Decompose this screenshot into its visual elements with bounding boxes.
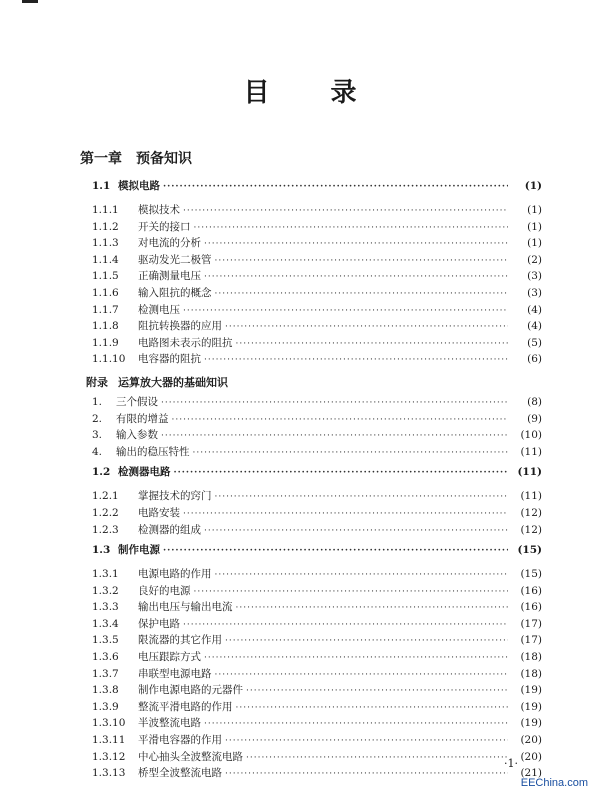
toc-entry-page: (4) bbox=[527, 320, 542, 333]
toc-entry[interactable] bbox=[92, 715, 542, 732]
dot-leader bbox=[161, 395, 508, 412]
toc-entry-label: 电源电路的作用 bbox=[138, 568, 212, 581]
toc-entry-page: (8) bbox=[527, 395, 542, 408]
toc-entry-number: 4. bbox=[92, 445, 103, 458]
toc-entry-number: 1.3.9 bbox=[92, 700, 119, 713]
dot-leader bbox=[204, 352, 508, 369]
toc-entry-page: (16) bbox=[520, 584, 542, 597]
toc-entry-number: 1.3.5 bbox=[92, 634, 119, 647]
toc-entry-label: 掌握技术的窍门 bbox=[138, 490, 212, 503]
toc-entry[interactable] bbox=[92, 765, 542, 782]
toc-entry-label: 开关的接口 bbox=[138, 220, 191, 233]
toc-entry[interactable] bbox=[92, 285, 542, 302]
toc-entry-number: 1.3.12 bbox=[92, 750, 126, 763]
toc-entry-page: (11) bbox=[520, 445, 542, 458]
dot-leader bbox=[204, 523, 508, 540]
toc-entry[interactable] bbox=[92, 488, 542, 505]
toc-entry-number: 1.1.5 bbox=[92, 270, 119, 283]
toc-entry-label: 保护电路 bbox=[138, 617, 180, 630]
table-of-contents bbox=[86, 174, 542, 782]
toc-entry-page: (19) bbox=[520, 684, 542, 697]
toc-entry[interactable] bbox=[92, 394, 542, 411]
toc-entry-label: 输出电压与输出电流 bbox=[138, 601, 233, 614]
toc-entry[interactable] bbox=[92, 427, 542, 444]
toc-entry-page: (19) bbox=[520, 717, 542, 730]
dot-leader bbox=[236, 336, 509, 353]
page-number: ·1· bbox=[504, 757, 518, 770]
toc-entry-label: 阻抗转换器的应用 bbox=[138, 320, 222, 333]
toc-entry-page: (1) bbox=[527, 204, 542, 216]
toc-entry-label: 正确测量电压 bbox=[138, 270, 201, 283]
toc-entry-page: (9) bbox=[527, 412, 542, 425]
toc-entry[interactable] bbox=[92, 202, 542, 219]
toc-section[interactable] bbox=[92, 178, 542, 196]
dot-leader bbox=[204, 716, 508, 733]
dot-leader bbox=[183, 617, 508, 634]
toc-entry-label: 三个假设 bbox=[116, 395, 158, 408]
toc-entry-page: (2) bbox=[527, 253, 542, 266]
toc-entry-label: 制作电源 bbox=[118, 544, 160, 557]
toc-entry-label: 输入阻抗的概念 bbox=[138, 286, 212, 299]
toc-entry-page: (12) bbox=[520, 523, 542, 536]
chapter-number: 第一章 bbox=[80, 151, 122, 167]
toc-entry-number: 1.3.3 bbox=[92, 601, 119, 614]
dot-leader bbox=[204, 650, 508, 667]
toc-entry[interactable] bbox=[92, 666, 542, 683]
toc-entry-label: 模拟电路 bbox=[118, 180, 160, 192]
toc-entry-label: 良好的电源 bbox=[138, 584, 191, 597]
toc-entry-number: 1.1.1 bbox=[92, 204, 119, 216]
corner-mark bbox=[22, 0, 38, 3]
toc-section[interactable] bbox=[92, 464, 542, 482]
toc-entry-page: (17) bbox=[520, 617, 542, 630]
toc-entry-page: (18) bbox=[520, 667, 542, 680]
dot-leader bbox=[174, 465, 509, 482]
toc-entry-page: (18) bbox=[520, 651, 542, 664]
toc-entry-number: 1.1.4 bbox=[92, 253, 119, 266]
toc-entry-page: (11) bbox=[520, 490, 542, 503]
toc-entry-label: 电路安装 bbox=[138, 506, 180, 519]
toc-entry[interactable] bbox=[92, 235, 542, 252]
toc-entry-number: 1.2.1 bbox=[92, 490, 119, 503]
toc-entry-page: (20) bbox=[520, 750, 542, 763]
toc-entry-number: 1.1.7 bbox=[92, 303, 119, 316]
toc-entry-number: 1. bbox=[92, 395, 103, 408]
toc-entry-number: 1.1.9 bbox=[92, 336, 119, 349]
toc-entry-page: (15) bbox=[520, 568, 542, 581]
toc-entry[interactable] bbox=[92, 411, 542, 428]
toc-entry[interactable] bbox=[92, 583, 542, 600]
toc-entry[interactable] bbox=[92, 219, 542, 236]
toc-entry-number: 1.3 bbox=[92, 544, 111, 557]
dot-leader bbox=[215, 489, 509, 506]
appendix-prefix: 附录 bbox=[86, 375, 108, 389]
toc-entry-number: 1.1.2 bbox=[92, 220, 119, 233]
toc-entry-label: 整流平滑电路的作用 bbox=[138, 700, 233, 713]
toc-entry-number: 1.3.11 bbox=[92, 734, 126, 747]
dot-leader bbox=[215, 667, 509, 684]
toc-entry[interactable] bbox=[92, 252, 542, 269]
toc-entry-page: (10) bbox=[520, 429, 542, 442]
dot-leader bbox=[215, 253, 509, 270]
toc-entry-number: 1.1.8 bbox=[92, 320, 119, 333]
watermark: EEChina.com bbox=[520, 777, 588, 789]
toc-entry[interactable] bbox=[92, 444, 542, 461]
toc-entry-page: (3) bbox=[527, 286, 542, 299]
chapter-heading bbox=[80, 148, 192, 168]
dot-leader bbox=[215, 286, 509, 303]
dot-leader bbox=[163, 543, 508, 560]
toc-entry-page: (4) bbox=[527, 303, 542, 316]
appendix-heading bbox=[86, 372, 542, 394]
dot-leader bbox=[204, 236, 508, 253]
toc-entry[interactable] bbox=[92, 318, 542, 335]
toc-entry-number: 1.3.13 bbox=[92, 767, 126, 780]
dot-leader bbox=[246, 683, 508, 700]
toc-entry-label: 串联型电源电路 bbox=[138, 667, 212, 680]
toc-entry-number: 1.1 bbox=[92, 180, 111, 192]
dot-leader bbox=[225, 633, 508, 650]
toc-entry-number: 1.3.6 bbox=[92, 651, 119, 664]
toc-entry-page: (21) bbox=[520, 767, 542, 780]
toc-entry-number: 1.3.1 bbox=[92, 568, 119, 581]
dot-leader bbox=[236, 700, 509, 717]
dot-leader bbox=[225, 319, 508, 336]
toc-entry-label: 电路图未表示的阻抗 bbox=[138, 336, 233, 349]
toc-entry-label: 电容器的阻抗 bbox=[138, 353, 201, 366]
toc-entry[interactable] bbox=[92, 351, 542, 368]
toc-entry-number: 1.3.4 bbox=[92, 617, 119, 630]
toc-entry-label: 检测器电路 bbox=[118, 466, 171, 479]
toc-entry[interactable] bbox=[92, 566, 542, 583]
toc-entry[interactable] bbox=[92, 599, 542, 616]
toc-entry[interactable] bbox=[92, 632, 542, 649]
toc-entry-page: (1) bbox=[527, 237, 542, 250]
toc-entry-number: 1.1.6 bbox=[92, 286, 119, 299]
toc-entry-label: 驱动发光二极管 bbox=[138, 253, 212, 266]
toc-section[interactable] bbox=[92, 542, 542, 560]
toc-entry-number: 1.3.8 bbox=[92, 684, 119, 697]
dot-leader bbox=[172, 412, 509, 429]
toc-entry[interactable] bbox=[92, 616, 542, 633]
toc-entry-page: (5) bbox=[527, 336, 542, 349]
toc-entry-number: 1.2 bbox=[92, 466, 111, 479]
toc-entry-label: 中心抽头全波整流电路 bbox=[138, 750, 243, 763]
toc-entry[interactable] bbox=[92, 522, 542, 539]
toc-entry-page: (16) bbox=[520, 601, 542, 614]
toc-entry-label: 限流器的其它作用 bbox=[138, 634, 222, 647]
toc-entry[interactable] bbox=[92, 505, 542, 522]
toc-entry-label: 对电流的分析 bbox=[138, 237, 201, 250]
toc-entry-number: 1.3.7 bbox=[92, 667, 119, 680]
dot-leader bbox=[193, 445, 509, 462]
toc-entry[interactable] bbox=[92, 749, 542, 766]
toc-entry-page: (12) bbox=[520, 506, 542, 519]
toc-entry-label: 输入参数 bbox=[116, 429, 158, 442]
dot-leader bbox=[225, 733, 508, 750]
toc-entry-label: 检测电压 bbox=[138, 303, 180, 316]
toc-entry-number: 1.2.3 bbox=[92, 523, 119, 536]
toc-entry[interactable] bbox=[92, 699, 542, 716]
toc-entry[interactable] bbox=[92, 302, 542, 319]
toc-entry-label: 模拟技术 bbox=[138, 204, 180, 216]
toc-entry[interactable] bbox=[92, 268, 542, 285]
toc-entry-page: (3) bbox=[527, 270, 542, 283]
toc-entry-number: 1.3.2 bbox=[92, 584, 119, 597]
toc-entry[interactable] bbox=[92, 335, 542, 352]
dot-leader bbox=[246, 750, 508, 767]
dot-leader bbox=[215, 567, 509, 584]
toc-entry-number: 2. bbox=[92, 412, 103, 425]
dot-leader bbox=[183, 203, 508, 220]
toc-entry-number: 1.3.10 bbox=[92, 717, 126, 730]
toc-entry-page: (1) bbox=[527, 220, 542, 233]
dot-leader bbox=[163, 179, 508, 196]
toc-entry-page: (15) bbox=[517, 544, 542, 557]
toc-entry-label: 输出的稳压特性 bbox=[116, 445, 190, 458]
toc-entry-label: 半波整流电路 bbox=[138, 717, 201, 730]
toc-entry-label: 有限的增益 bbox=[116, 412, 169, 425]
toc-entry-number: 1.1.3 bbox=[92, 237, 119, 250]
toc-entry-label: 桥型全波整流电路 bbox=[138, 767, 222, 780]
toc-entry-label: 检测器的组成 bbox=[138, 523, 201, 536]
toc-entry-label: 电压跟踪方式 bbox=[138, 651, 201, 664]
appendix-title: 运算放大器的基础知识 bbox=[118, 375, 228, 389]
dot-leader bbox=[236, 600, 509, 617]
chapter-title: 预备知识 bbox=[136, 151, 192, 167]
toc-entry-number: 3. bbox=[92, 429, 103, 442]
dot-leader bbox=[183, 506, 508, 523]
dot-leader bbox=[183, 303, 508, 320]
toc-entry-page: (11) bbox=[517, 466, 542, 479]
toc-entry-page: (1) bbox=[524, 180, 542, 192]
toc-entry-number: 1.1.10 bbox=[92, 353, 126, 366]
dot-leader bbox=[204, 269, 508, 286]
dot-leader bbox=[161, 428, 508, 445]
toc-entry-page: (19) bbox=[520, 700, 542, 713]
toc-entry-page: (20) bbox=[520, 734, 542, 747]
dot-leader bbox=[194, 220, 509, 237]
page-title: 目 录 bbox=[243, 78, 383, 108]
toc-entry[interactable] bbox=[92, 649, 542, 666]
toc-entry[interactable] bbox=[92, 732, 542, 749]
toc-entry-label: 制作电源电路的元器件 bbox=[138, 684, 243, 697]
toc-entry-label: 平滑电容器的作用 bbox=[138, 734, 222, 747]
dot-leader bbox=[194, 584, 509, 601]
toc-entry[interactable] bbox=[92, 682, 542, 699]
dot-leader bbox=[225, 766, 508, 783]
toc-entry-page: (17) bbox=[520, 634, 542, 647]
toc-entry-number: 1.2.2 bbox=[92, 506, 119, 519]
toc-entry-page: (6) bbox=[527, 353, 542, 366]
